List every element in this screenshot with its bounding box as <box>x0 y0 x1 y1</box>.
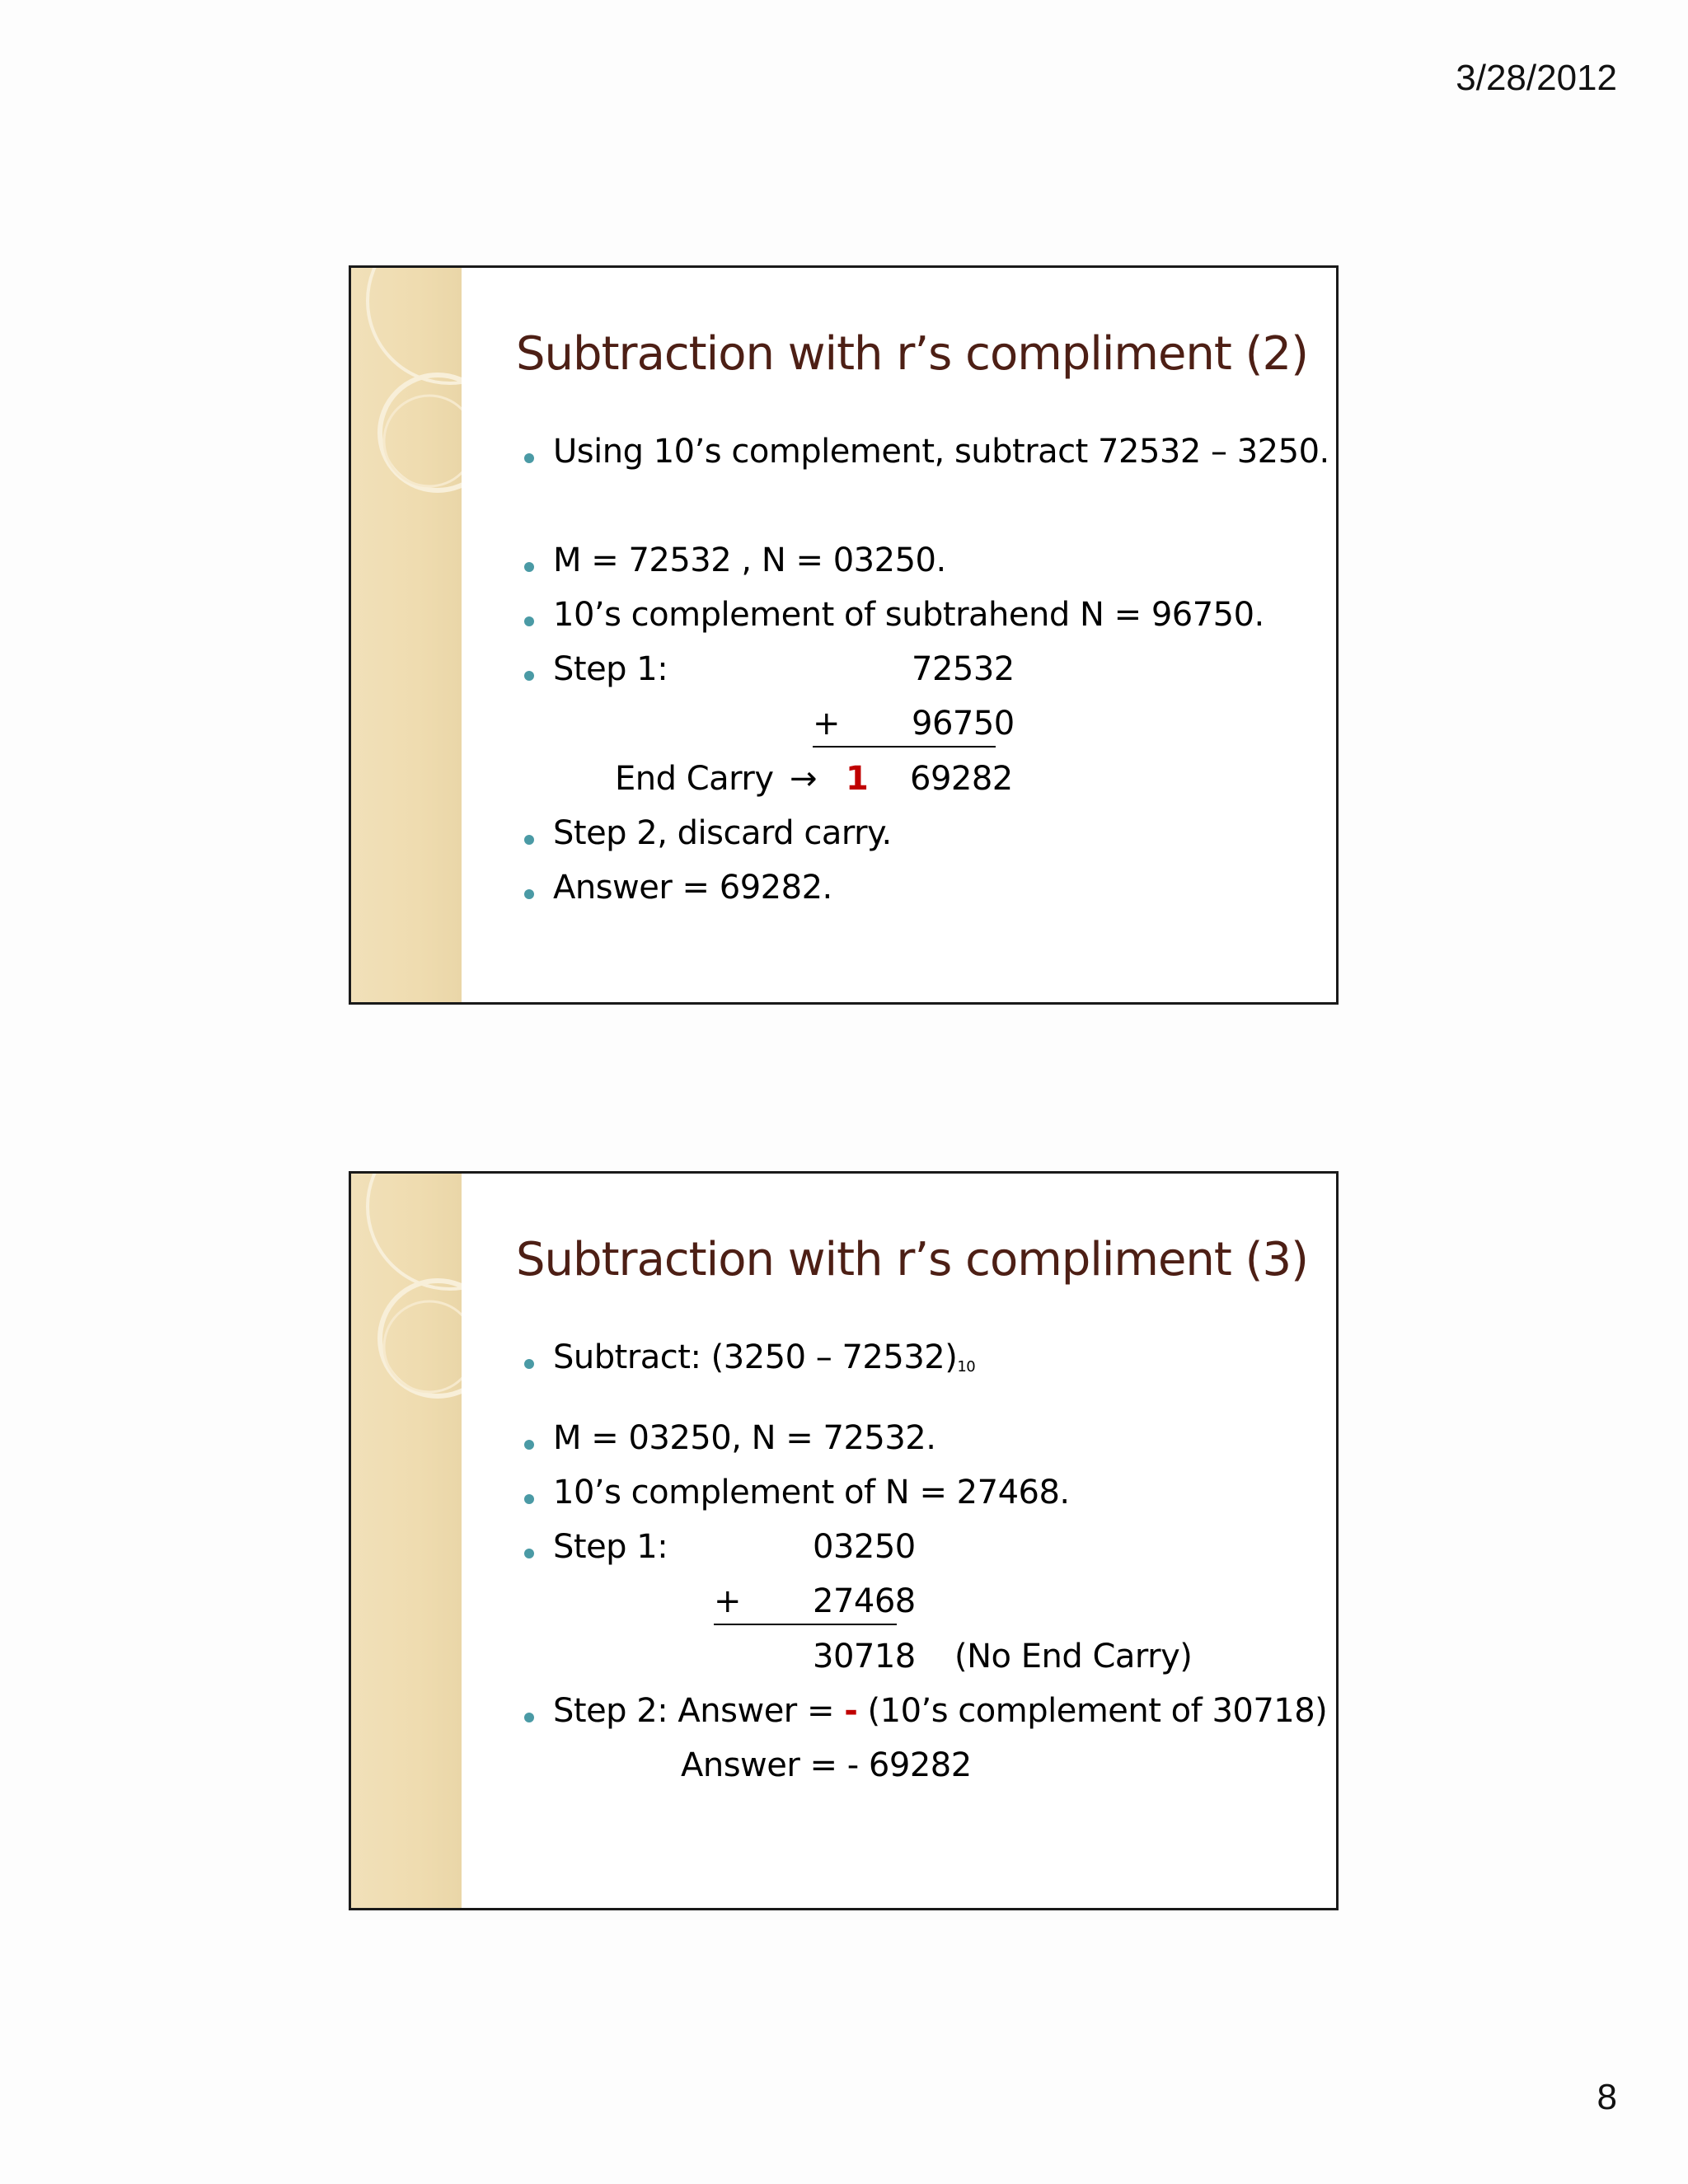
step-label: Step 1: <box>553 1528 668 1566</box>
no-carry-note: (No End Carry) <box>954 1638 1193 1675</box>
end-carry-value: 1 <box>846 760 869 798</box>
bullet-dot <box>524 1549 534 1558</box>
sum-underline <box>714 1624 897 1625</box>
page-number: 8 <box>1597 2077 1617 2117</box>
bullet-dot <box>524 671 534 681</box>
bullet-dot <box>524 889 534 899</box>
bullet-text <box>553 1338 975 1376</box>
slide-decoration <box>351 1174 462 1908</box>
step2-prefix: Step 2: Answer = <box>553 1692 845 1730</box>
bullet-dot <box>524 1713 534 1722</box>
bullet-dot <box>524 1359 534 1369</box>
subtract-expression: Subtract: (3250 – 72532) <box>553 1338 958 1376</box>
addend-top: 72532 <box>912 650 1015 688</box>
sum-underline <box>813 746 996 748</box>
bullet-text: M = 03250, N = 72532. <box>553 1419 936 1457</box>
base-subscript: 10 <box>957 1358 976 1376</box>
end-carry-label: End Carry <box>615 760 774 798</box>
decorative-circles <box>351 268 462 1005</box>
bullet-dot <box>524 562 534 572</box>
step-label: Step 1: <box>553 650 668 688</box>
page-date: 3/28/2012 <box>1456 58 1617 98</box>
slide-title: Subtraction with r’s compliment (2) <box>516 327 1308 381</box>
negative-sign: - <box>844 1692 858 1730</box>
slide-decoration <box>351 268 462 1002</box>
plus-sign: + <box>714 1582 742 1620</box>
step2-suffix: (10’s complement of 30718) <box>857 1692 1328 1730</box>
slide-title: Subtraction with r’s compliment (3) <box>516 1233 1308 1286</box>
addend-bottom: 96750 <box>912 705 1015 743</box>
bullet-dot <box>524 1440 534 1450</box>
bullet-text: Step 2, discard carry. <box>553 814 892 852</box>
bullet-text: Using 10’s complement, subtract 72532 – 3250. <box>553 433 1329 471</box>
sum-result: 69282 <box>910 760 1013 798</box>
bullet-dot <box>524 1494 534 1504</box>
bullet-text: 10’s complement of subtrahend N = 96750. <box>553 596 1264 634</box>
final-answer: Answer = - 69282 <box>681 1746 972 1784</box>
bullet-dot <box>524 835 534 845</box>
addend-top: 03250 <box>813 1528 916 1566</box>
addend-bottom: 27468 <box>813 1582 916 1620</box>
slide-subtraction-3 <box>349 1171 1339 1910</box>
slide-subtraction-2 <box>349 265 1339 1005</box>
decorative-circles <box>351 1174 462 1910</box>
sum-result: 30718 <box>813 1638 916 1675</box>
bullet-text: 10’s complement of N = 27468. <box>553 1474 1070 1511</box>
bullet-text: M = 72532 , N = 03250. <box>553 541 946 579</box>
arrow-right-icon: → <box>790 760 818 798</box>
bullet-text <box>553 1692 1327 1730</box>
bullet-dot <box>524 616 534 626</box>
plus-sign: + <box>813 705 841 743</box>
bullet-dot <box>524 453 534 463</box>
bullet-text: Answer = 69282. <box>553 869 832 907</box>
